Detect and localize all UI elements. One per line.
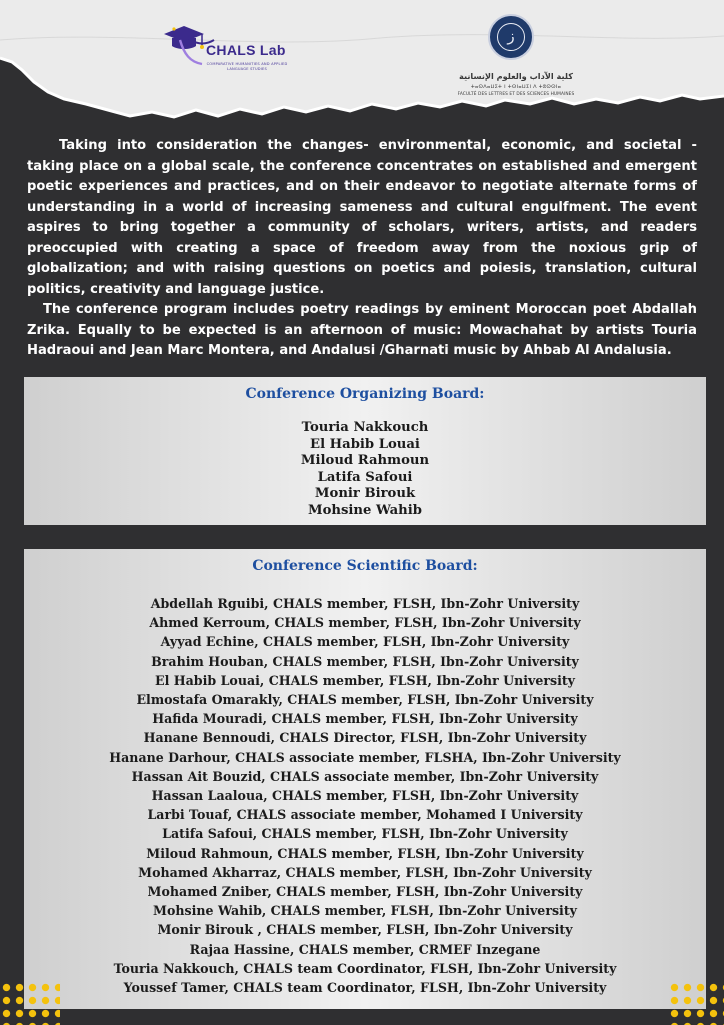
scientific-member: Latifa Safoui, CHALS member, FLSH, Ibn-Zohr University xyxy=(162,826,568,842)
organizing-board-title: Conference Organizing Board: xyxy=(245,386,485,402)
organizing-member: Latifa Safoui xyxy=(317,469,413,485)
organizing-member: Touria Nakkouch xyxy=(301,420,429,435)
chals-lab-subtitle: COMPARATIVE HUMANITIES AND APPLIED LANGUAGE STUDIES xyxy=(206,62,288,71)
torn-paper-header xyxy=(0,0,724,125)
scientific-member: Abdellah Rguibi, CHALS member, FLSH, Ibn-Zohr University xyxy=(150,596,580,611)
scientific-board-panel xyxy=(24,549,706,1009)
organizing-member: Miloud Rahmoun xyxy=(300,453,430,468)
organizing-board-panel xyxy=(24,377,706,525)
faculty-name-french: FACULTÉ DES LETTRES ET DES SCIENCES HUMAINES xyxy=(457,92,575,97)
chals-lab-logo xyxy=(160,20,300,90)
conference-intro xyxy=(27,136,697,362)
scientific-member: Brahim Houban, CHALS member, FLSH, Ibn-Zohr University xyxy=(151,653,579,669)
scientific-member: Monir Birouk , CHALS member, FLSH, Ibn-Zohr University xyxy=(157,922,573,938)
faculty-name-tifinagh: ⵜⴰⵙⴷⴰⵡⵉⵜ ⵏ ⵜⵙⵏⴰⵡⵉⵏ ⴷ ⵜⵓⵙⵙⵏⴰ xyxy=(470,84,562,90)
scientific-member: Ayyad Echine, CHALS member, FLSH, Ibn-Zohr University xyxy=(160,634,570,650)
scientific-member: Ahmed Kerroum, CHALS member, FLSH, Ibn-Zohr University xyxy=(149,615,581,631)
intro-paragraph-1: Taking into consideration the changes- environmental, economic, and societal - taking place on a global scale, the conference concentrates on established and emergent poetic experiences and practices, and on their endeavor to negotiate alternate forms of understanding in a world of increasing sameness and cultural engulfment. The event aspires to bring together a community of scholars, writers, artists, and readers preoccupied with creating a space of freedom away from the noxious grip of globalization; and with raising questions on poetics and poiesis, translation, cultural politics, creativity and language justice. xyxy=(27,138,697,297)
torn-paper-shape xyxy=(0,0,724,125)
scientific-board-title: Conference Scientific Board: xyxy=(252,558,478,574)
scientific-member: Hanane Darhour, CHALS associate member, FLSHA, Ibn-Zohr University xyxy=(109,749,621,765)
scientific-member: Youssef Tamer, CHALS team Coordinator, FLSH, Ibn-Zohr University xyxy=(123,980,607,996)
organizing-board-list xyxy=(24,420,706,519)
scientific-member: Miloud Rahmoun, CHALS member, FLSH, Ibn-Zohr University xyxy=(146,845,584,861)
decorative-dots-right xyxy=(668,981,724,1025)
faculty-logo xyxy=(456,14,576,104)
scientific-member: Touria Nakkouch, CHALS team Coordinator, FLSH, Ibn-Zohr University xyxy=(113,960,617,976)
organizing-member: Mohsine Wahib xyxy=(307,502,422,518)
scientific-member: Larbi Touaf, CHALS associate member, Mohamed I University xyxy=(147,807,583,823)
faculty-seal-icon xyxy=(488,14,534,60)
organizing-member: Monir Birouk xyxy=(314,486,416,501)
organizing-member: El Habib Louai xyxy=(310,436,420,452)
faculty-name-arabic: كلية الآداب والعلوم الإنسانية xyxy=(459,71,573,81)
scientific-member: Mohamed Zniber, CHALS member, FLSH, Ibn-Zohr University xyxy=(147,884,583,900)
scientific-member: El Habib Louai, CHALS member, FLSH, Ibn-Zohr University xyxy=(154,672,576,688)
scientific-member: Hanane Bennoudi, CHALS Director, FLSH, Ibn-Zohr University xyxy=(143,730,587,746)
scientific-member: Hafida Mouradi, CHALS member, FLSH, Ibn-Zohr University xyxy=(152,711,578,727)
scientific-member: Elmostafa Omarakly, CHALS member, FLSH, Ibn-Zohr University xyxy=(136,692,594,708)
scientific-board-list xyxy=(24,594,706,997)
scientific-member: Mohsine Wahib, CHALS member, FLSH, Ibn-Zohr University xyxy=(153,903,577,919)
scientific-member: Rajaa Hassine, CHALS member, CRMEF Inzegane xyxy=(189,941,541,957)
intro-paragraph-2: The conference program includes poetry readings by eminent Moroccan poet Abdallah Zrika. Equally to be expected is an afternoon of music: Mowachahat by artists Touria Hadraoui and Jean Marc Montera, and Andalusi /Gharnati music by Ahbab Al Andalusia. xyxy=(27,302,697,358)
scientific-member: Hassan Laaloua, CHALS member, FLSH, Ibn-Zohr University xyxy=(151,788,579,804)
decorative-dots-left xyxy=(0,981,60,1025)
scientific-member: Mohamed Akharraz, CHALS member, FLSH, Ibn-Zohr University xyxy=(138,864,592,880)
chals-lab-name: CHALS Lab xyxy=(206,42,286,58)
faculty-seal-glyph: ز xyxy=(497,23,525,51)
scientific-member: Hassan Ait Bouzid, CHALS associate member, Ibn-Zohr University xyxy=(131,768,599,784)
